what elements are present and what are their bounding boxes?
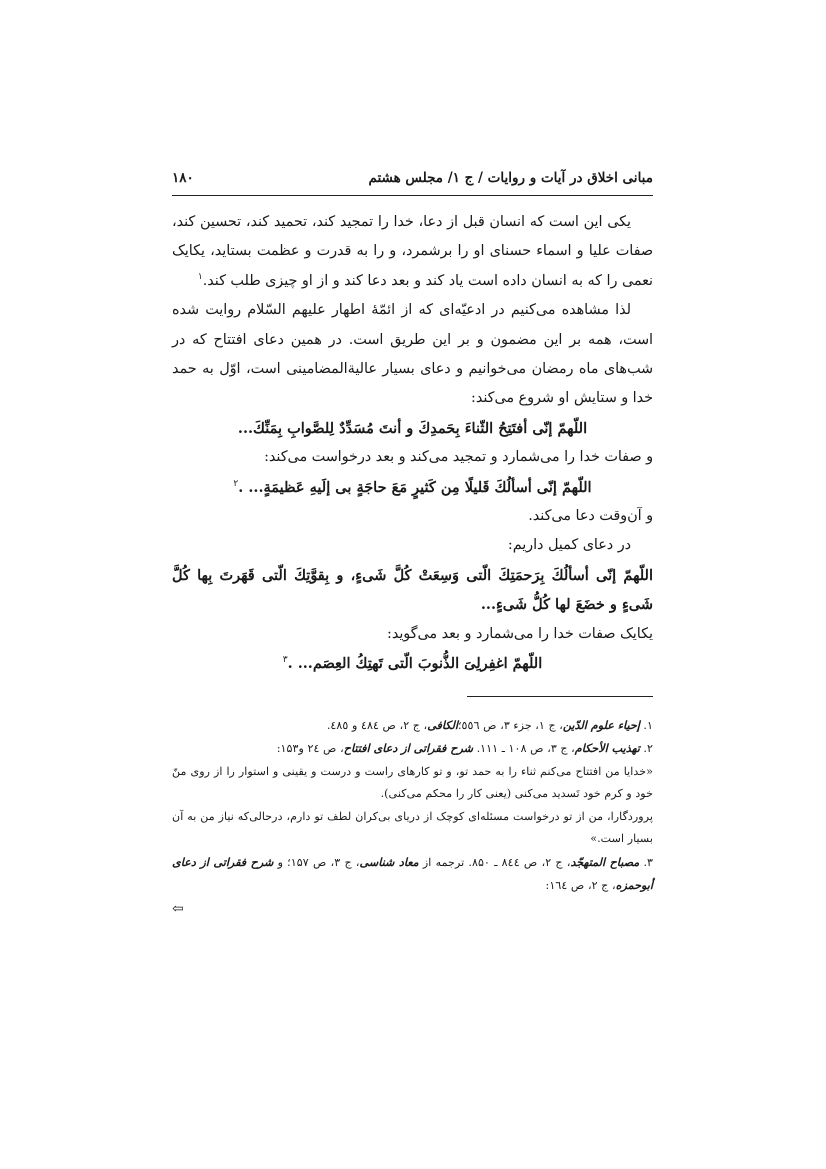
page-number: ۱۸۰	[172, 170, 194, 186]
footnote-2	[172, 737, 653, 761]
source-title: الکافی	[427, 717, 458, 732]
book-page	[172, 170, 653, 920]
footnote-number: ۲.	[643, 742, 653, 755]
source-title: شرح فقراتی از دعای افتتاح	[343, 741, 473, 755]
prayer-quote	[172, 649, 653, 678]
footnote-text: ، ج ۲، ص ۸٤٤ ـ ۸۵۰. ترجمه از	[422, 855, 571, 869]
paragraph: لذا مشاهده می‌کنیم در ادعیّه‌ای که از ائمّهٔ اطهار علیهم السّلام روایت شده است، همه بر این مضمون و بر این طریق است. در همین دعای افتتاح که در شب‌های ماه رمضان می‌خوانیم و دعای بسیار عالیةالمضامینی است، اوّل به حمد خدا و ستایش او شروع می‌کند:	[172, 302, 653, 407]
source-title: معاد شناسی	[359, 854, 419, 869]
paragraph: در دعای کمیل داریم:	[507, 537, 631, 554]
continuation-row	[172, 898, 653, 921]
footnote-ref[interactable]: ۱	[197, 272, 203, 283]
paragraph-text: یکی این است که انسان قبل از دعا، خدا را تمجید کند، تحمید کند، تحسین کند، صفات علیا و اسماء حسنای او را برشمرد، و را به قدرت و عظمت بستاید، یکایک نعمی را که به انسان داده است یاد کند و بعد دعا کند و از او چیزی طلب کند.	[172, 214, 653, 289]
source-title: شرح فقراتی از دعای أبوحمزه	[172, 854, 653, 892]
footnote-text: ، ج ۲، ص ٤٨٤ و ٤٨٥.	[326, 718, 428, 732]
footnotes	[172, 714, 653, 921]
prayer-quote	[172, 473, 653, 502]
footnote-quote: «خدایا من افتتاح می‌کنم ثناء را به حمد تو، و تو کارهای راست و درست و یقینی و استوار را از روی منّ خود و کرم خود تَسدید می‌کنی (یعنی کار را محکم می‌کنی).	[172, 764, 653, 800]
footnote-divider	[467, 696, 653, 697]
footnote-text: ، ج ۱، جزء ۳، ص ٥٥٦؛	[457, 718, 563, 732]
prayer-text: اللّهمّ إنّی أسألُكَ قَلیلًا مِن كَثیرٍ مَعَ حاجَةٍ بی إلَیهِ عَظیمَةٍ... .	[238, 478, 592, 496]
paragraph: و صفات خدا را می‌شمارد و تمجید می‌کند و بعد درخواست می‌کند:	[264, 449, 653, 466]
paragraph: یکایک صفات خدا را می‌شمارد و بعد می‌گوید:	[387, 625, 653, 642]
footnote-ref[interactable]: ۲	[233, 478, 239, 489]
main-text	[172, 208, 653, 679]
source-title: إحیاء علوم الدّین	[562, 717, 640, 732]
footnote-text: ، ص ٢٤ و۱۵۳:	[276, 742, 344, 755]
footnote-1	[172, 714, 653, 738]
footnote-ref[interactable]: ۳	[282, 655, 288, 666]
prayer-quote: اللّهمّ إنّی أسألُكَ بِرَحمَتِكَ الّتی وَسِعَتْ كُلَّ شَیءٍ، و بِقوَّتِكَ الّتی قَهَرتَ بِها كُلَّ شَیءٍ و خضَعَ لها كُلُّ شَیءٍ...	[172, 566, 653, 614]
footnote-3	[172, 851, 653, 898]
footnote-text: ، ج ۲، ص ١٦٤:	[545, 879, 616, 892]
paragraph: و آن‌وقت دعا می‌کند.	[528, 508, 653, 525]
arrow-left-icon: ⇦	[172, 900, 184, 917]
source-title: تهذیب الأحکام	[574, 741, 640, 755]
source-title: مصباح المتهجّد	[570, 854, 640, 869]
footnote-number: ۱.	[643, 718, 653, 732]
running-title: مبانی اخلاق در آیات و روایات / ج ۱/ مجلس هشتم	[368, 170, 653, 186]
footnote-text: ، ج ۳، ص ۱۵۷؛ و	[277, 855, 360, 869]
footnote-text: ، ج ۳، ص ۱۰۸ ـ ۱۱۱.	[476, 742, 575, 755]
running-header	[172, 170, 653, 196]
prayer-quote: اللّهمّ إنّی أفتَتِحُ الثّناءَ بِحَمدِكَ و أنتَ مُسَدِّدٌ لِلصَّوابِ بِمَنِّكَ...	[237, 419, 588, 437]
prayer-text: اللّهمّ اغفِرلِیَ الذُّنوبَ الّتی تَهتِكُ العِصَم... .	[287, 655, 543, 673]
footnote-number: ۳.	[643, 855, 654, 869]
footnote-quote: پروردگارا، من از تو درخواست مسئله‌ای کوچک از دریای بی‌کران لطف تو دارم، درحالی‌که نیاز من به آن بسیار است.»	[172, 809, 653, 845]
paragraph	[172, 208, 653, 296]
